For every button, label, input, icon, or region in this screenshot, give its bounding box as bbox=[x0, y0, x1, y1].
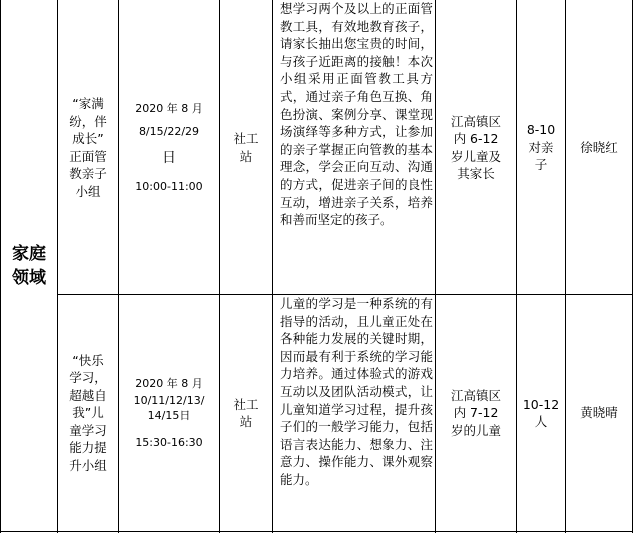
activity-count: 8-10 对亲 子 bbox=[526, 122, 556, 173]
table-border-bottom bbox=[0, 531, 633, 532]
activity-description: 儿童的学习是一种系统的有指导的活动，且儿童正处在各种能力发展的关键时期，因而最有利于系统的学习能力培养。通过体验式的游戏互动以及团队活动模式，让儿童知道学习过程，提升孩子们的一般学习能力，包括语言表达能力、想象力、注意力、操作能力、课外观察能力。 bbox=[280, 296, 433, 487]
time-month: 2020 年 8 月 bbox=[135, 102, 203, 115]
activity-description: 想学习两个及以上的正面管教工具，有效地教育孩子，请家长抽出您宝贵的时间，与孩子近距离的接触！本次小组采用正面管教工具方式，通过亲子角色互换、角色扮演、案例分享、课堂现场演绎等多种方式，让参加的亲子掌握正向管教的基本理念，学会正向互动、沟通的方式，促进亲子间的良性互动，增进亲子关系，培养和善而坚定的孩子。 bbox=[280, 1, 433, 228]
time-day-unit: 日 bbox=[161, 150, 176, 166]
activity-staff: 黄晓晴 bbox=[580, 405, 618, 421]
activity-venue: 社工 站 bbox=[233, 396, 259, 429]
activity-name: “快乐 学习， 超越自 我”儿 童学习 能力提 升小组 bbox=[69, 352, 107, 473]
time-hours: 10:00-11:00 bbox=[135, 180, 203, 193]
table-border-right bbox=[632, 0, 633, 533]
time-days: 8/15/22/29 bbox=[138, 125, 200, 138]
activity-venue: 社工 站 bbox=[233, 131, 259, 164]
time-hours: 15:30-16:30 bbox=[135, 436, 203, 449]
activity-target: 江高镇区 内 7-12 岁的儿童 bbox=[450, 387, 501, 438]
activity-name: “家满 纷，伴 成长” 正面管 教亲子 小组 bbox=[69, 96, 107, 199]
activity-time bbox=[119, 295, 219, 531]
activity-count: 10-12 人 bbox=[522, 396, 560, 429]
time-month: 2020 年 8 月 bbox=[135, 377, 203, 390]
activity-target: 江高镇区 内 6-12 岁儿童及 其家长 bbox=[450, 113, 501, 181]
area-label: 家庭 领域 bbox=[12, 243, 46, 288]
activity-staff: 徐晓红 bbox=[580, 139, 618, 155]
activity-time bbox=[119, 55, 219, 240]
time-days: 10/11/12/13/ 14/15日 bbox=[133, 394, 205, 422]
